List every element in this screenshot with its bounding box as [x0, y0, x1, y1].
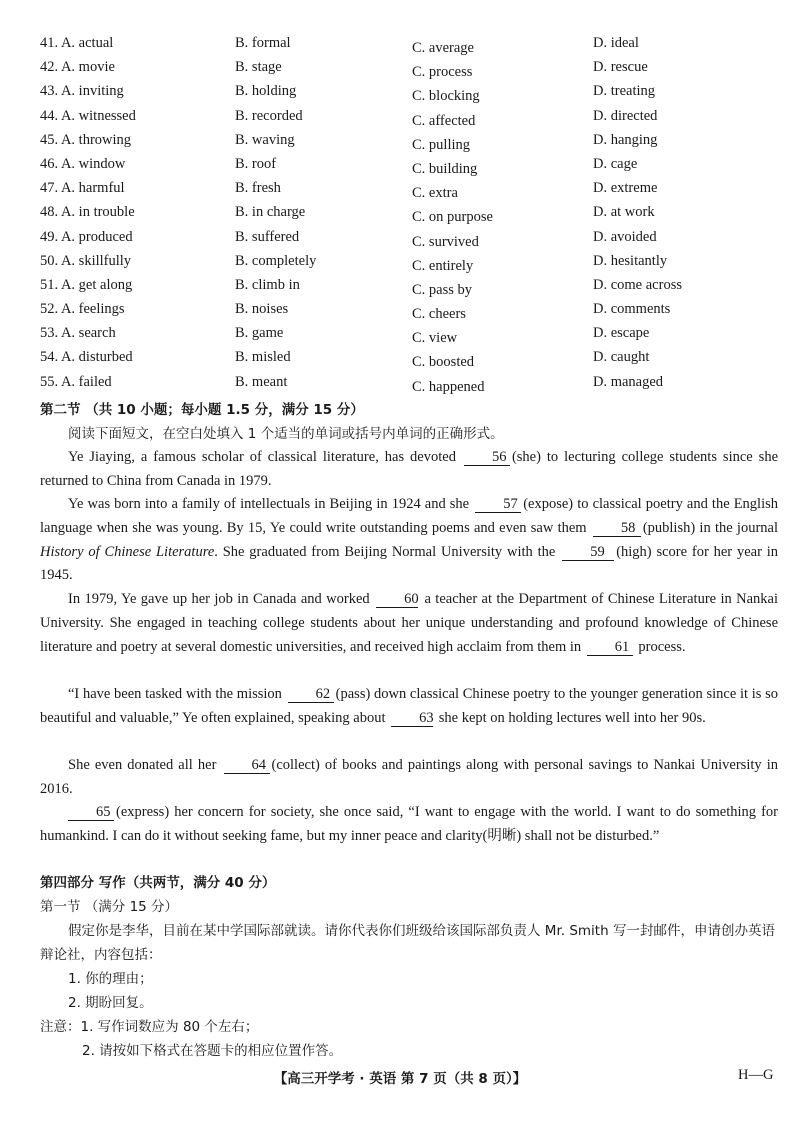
cloze-options-table [40, 34, 780, 397]
option-c[interactable]: C. view [412, 330, 458, 347]
option-c[interactable]: C. survived [412, 233, 479, 250]
option-d[interactable]: D. avoided [593, 228, 657, 245]
passage-paragraph-5: She even donated all her 64 (collect) of books and paintings along with personal savings to Nankai University in 2016. [40, 757, 778, 797]
option-a[interactable]: 48. A. in trouble [40, 204, 135, 221]
option-row [40, 131, 780, 155]
option-c[interactable]: C. blocking [412, 88, 480, 105]
option-b[interactable]: B. misled [235, 349, 291, 366]
option-c[interactable]: C. process [412, 64, 473, 81]
option-a[interactable]: 52. A. feelings [40, 301, 125, 318]
blank-64[interactable]: 64 [224, 757, 270, 774]
option-a[interactable]: 45. A. throwing [40, 131, 132, 148]
option-d[interactable]: D. come across [593, 276, 682, 293]
option-row [40, 107, 780, 131]
option-b[interactable]: B. fresh [235, 180, 281, 197]
option-b[interactable]: B. roof [235, 155, 277, 172]
option-b[interactable]: B. formal [235, 35, 291, 51]
part4-section1-heading: 第一节 （满分 15 分） [40, 899, 179, 915]
blank-63[interactable]: 63 [391, 710, 433, 727]
option-c[interactable]: C. pulling [412, 136, 471, 153]
notes-label: 注意： [40, 1019, 81, 1035]
option-a[interactable]: 43. A. inviting [40, 83, 124, 100]
writing-point-2: 2. 期盼回复。 [68, 995, 153, 1011]
option-b[interactable]: B. noises [235, 301, 289, 318]
option-c[interactable]: C. cheers [412, 306, 466, 323]
page-footer [0, 1067, 800, 1091]
option-c[interactable]: C. entirely [412, 257, 474, 274]
option-a[interactable]: 44. A. witnessed [40, 107, 136, 124]
option-a[interactable]: 41. A. actual [40, 35, 114, 51]
option-row [40, 228, 780, 252]
option-a[interactable]: 47. A. harmful [40, 180, 125, 197]
passage-paragraph-2: Ye was born into a family of intellectuals in Beijing in 1924 and she 57 (expose) to classical poetry and the English language when she was young. By 15, Ye could write outstanding poems and even saw them 58 (publish) in the journal History of Chinese Literature. She graduated from Beijing Normal University with the 59 (high) score for her year in 1945. [40, 496, 779, 584]
option-b[interactable]: B. in charge [235, 204, 306, 221]
footer-code: H—G [738, 1067, 774, 1083]
option-a[interactable]: 50. A. skillfully [40, 252, 132, 269]
option-row [40, 276, 780, 300]
option-d[interactable]: D. comments [593, 301, 671, 318]
option-row [40, 324, 780, 348]
option-d[interactable]: D. hesitantly [593, 252, 668, 269]
footer-title: 【高三开学考 · 英语 第 7 页（共 8 页）】 [273, 1071, 527, 1087]
option-b[interactable]: B. stage [235, 59, 282, 76]
option-row [40, 373, 780, 397]
option-a[interactable]: 46. A. window [40, 155, 126, 172]
option-b[interactable]: B. completely [235, 252, 317, 269]
section2-heading: 第二节 （共 10 小题；每小题 1.5 分，满分 15 分） [40, 402, 364, 418]
option-a[interactable]: 49. A. produced [40, 228, 133, 245]
option-row [40, 348, 780, 372]
option-row [40, 252, 780, 276]
option-d[interactable]: D. caught [593, 349, 650, 366]
option-d[interactable]: D. extreme [593, 180, 658, 197]
option-c[interactable]: C. average [412, 40, 474, 56]
option-c[interactable]: C. building [412, 160, 478, 177]
option-b[interactable]: B. waving [235, 131, 295, 148]
option-a[interactable]: 55. A. failed [40, 373, 112, 390]
option-c[interactable]: C. pass by [412, 281, 473, 298]
blank-61[interactable]: 61 [587, 639, 633, 656]
journal-title: History of Chinese Literature [40, 543, 215, 560]
option-a[interactable]: 53. A. search [40, 325, 116, 342]
option-d[interactable]: D. rescue [593, 59, 648, 76]
option-c[interactable]: C. happened [412, 378, 485, 395]
option-d[interactable]: D. treating [593, 83, 656, 100]
writing-point-1: 1. 你的理由； [68, 971, 153, 987]
notes-line-2: 2. 请按如下格式在答题卡的相应位置作答。 [82, 1043, 343, 1059]
option-d[interactable]: D. cage [593, 155, 638, 172]
option-b[interactable]: B. climb in [235, 276, 300, 293]
passage-paragraph-3: In 1979, Ye gave up her job in Canada and worked 60 a teacher at the Department of Chinese Literature in Nankai University. She engaged in teaching college students about her unique understanding and profound knowledge of Chinese literature and poetry at several domestic universities, and received high acclaim from them in 61 process. [40, 591, 779, 655]
option-c[interactable]: C. on purpose [412, 209, 493, 226]
option-row [40, 203, 780, 227]
option-d[interactable]: D. at work [593, 204, 655, 221]
blank-65[interactable]: 65 [68, 804, 114, 821]
passage-paragraph-1: Ye Jiaying, a famous scholar of classical literature, has devoted 56 (she) to lecturing college students since she returned to China from Canada in 1979. [40, 449, 779, 489]
blank-59[interactable]: 59 [562, 544, 614, 561]
section2-instruction: 阅读下面短文，在空白处填入 1 个适当的单词或括号内单词的正确形式。 [68, 426, 504, 442]
option-row [40, 300, 780, 324]
blank-60[interactable]: 60 [376, 591, 418, 608]
option-d[interactable]: D. hanging [593, 131, 658, 148]
passage-paragraph-4: “I have been tasked with the mission 62 (pass) down classical Chinese poetry to the younger generation since it is so beautiful and valuable,” Ye often explained, speaking about 63 she kept on holding lectures well into her 90s. [40, 686, 779, 726]
passage-paragraph-6: 65 (express) her concern for society, she once said, “I want to engage with the world. I want to do something for humankind. I can do it without seeking fame, but my inner peace and clarity(明晰) shall not be disturbed.” [40, 804, 778, 844]
option-d[interactable]: D. directed [593, 107, 658, 124]
option-b[interactable]: B. holding [235, 83, 297, 100]
option-c[interactable]: C. affected [412, 112, 476, 129]
option-row [40, 58, 780, 82]
option-b[interactable]: B. recorded [235, 107, 303, 124]
option-c[interactable]: C. boosted [412, 354, 475, 371]
blank-56[interactable]: 56 [464, 449, 510, 466]
option-b[interactable]: B. meant [235, 373, 288, 390]
option-row [40, 179, 780, 203]
option-row [40, 155, 780, 179]
option-row [40, 82, 780, 106]
blank-62[interactable]: 62 [288, 686, 334, 703]
option-b[interactable]: B. suffered [235, 228, 300, 245]
option-d[interactable]: D. managed [593, 373, 664, 390]
option-d[interactable]: D. escape [593, 325, 650, 342]
blank-58[interactable]: 58 [593, 520, 641, 537]
option-d[interactable]: D. ideal [593, 35, 639, 51]
option-a[interactable]: 51. A. get along [40, 276, 133, 293]
notes-line-1: 注意：1. 写作词数应为 80 个左右； [40, 1019, 259, 1035]
part4-heading: 第四部分 写作（共两节，满分 40 分） [40, 875, 276, 891]
option-row [40, 34, 780, 58]
option-b[interactable]: B. game [235, 325, 284, 342]
option-a[interactable]: 54. A. disturbed [40, 349, 133, 366]
option-c[interactable]: C. extra [412, 185, 458, 202]
writing-prompt: 假定你是李华，目前在某中学国际部就读。请你代表你们班级给该国际部负责人 Mr. Smith 写一封邮件，申请创办英语辩论社，内容包括： [40, 923, 775, 963]
option-a[interactable]: 42. A. movie [40, 59, 115, 76]
blank-57[interactable]: 57 [475, 496, 521, 513]
